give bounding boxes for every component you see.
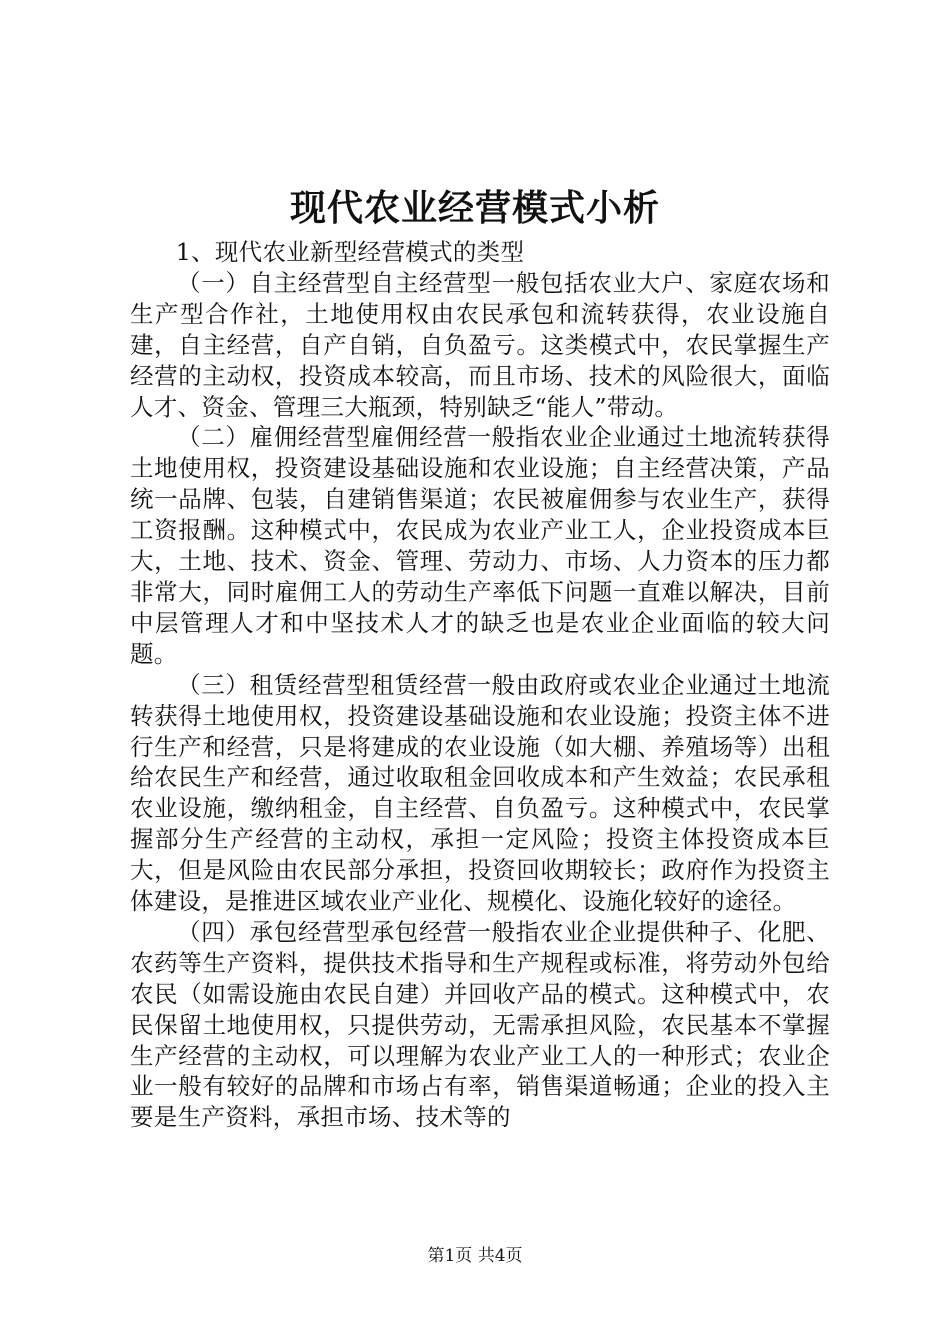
section-heading: 1、现代农业新型经营模式的类型 [175, 238, 525, 266]
document-body [130, 237, 830, 1133]
page-number-footer: 第1页 共4页 [427, 1246, 523, 1266]
paragraph-self-operated: （一）自主经营型自主经营型一般包括农业大户、家庭农场和生产型合作社，土地使用权由农民承包和流转获得，农业设施自建，自主经营，自产自销，自负盈亏。这类模式中，农民掌握生产经营的主动权，投资成本较高，而且市场、技术的风险很大，面临人才、资金、管理三大瓶颈，特别缺乏“能人”带动。 [130, 268, 830, 421]
paragraph-contracting: （四）承包经营型承包经营一般指农业企业提供种子、化肥、农药等生产资料，提供技术指导和生产规程或标准，将劳动外包给农民（如需设施由农民自建）并回收产品的模式。这种模式中，农民保留土地使用权，只提供劳动，无需承担风险，农民基本不掌握生产经营的主动权，可以理解为农业产业工人的一种形式；农业企业一般有较好的品牌和市场占有率，销售渠道畅通；企业的投入主要是生产资料，承担市场、技术等的 [130, 917, 830, 1132]
paragraph-hired-labor: （二）雇佣经营型雇佣经营一般指农业企业通过土地流转获得土地使用权，投资建设基础设施和农业设施；自主经营决策，产品统一品牌、包装，自建销售渠道；农民被雇佣参与农业生产，获得工资报酬。这种模式中，农民成为农业产业工人，企业投资成本巨大，土地、技术、资金、管理、劳动力、市场、人力资本的压力都非常大，同时雇佣工人的劳动生产率低下问题一直难以解决，目前中层管理人才和中坚技术人才的缺乏也是农业企业面临的较大问题。 [130, 423, 830, 668]
document-title: 现代农业经营模式小析 [289, 187, 660, 229]
paragraph-leasing: （三）租赁经营型租赁经营一般由政府或农业企业通过土地流转获得土地使用权，投资建设基础设施和农业设施；投资主体不进行生产和经营，只是将建成的农业设施（如大棚、养殖场等）出租给农民生产和经营，通过收取租金回收成本和产生效益；农民承租农业设施，缴纳租金，自主经营、自负盈亏。这种模式中，农民掌握部分生产经营的主动权，承担一定风险；投资主体投资成本巨大，但是风险由农民部分承担，投资回收期较长；政府作为投资主体建设，是推进区域农业产业化、规模化、设施化较好的途径。 [130, 670, 830, 916]
